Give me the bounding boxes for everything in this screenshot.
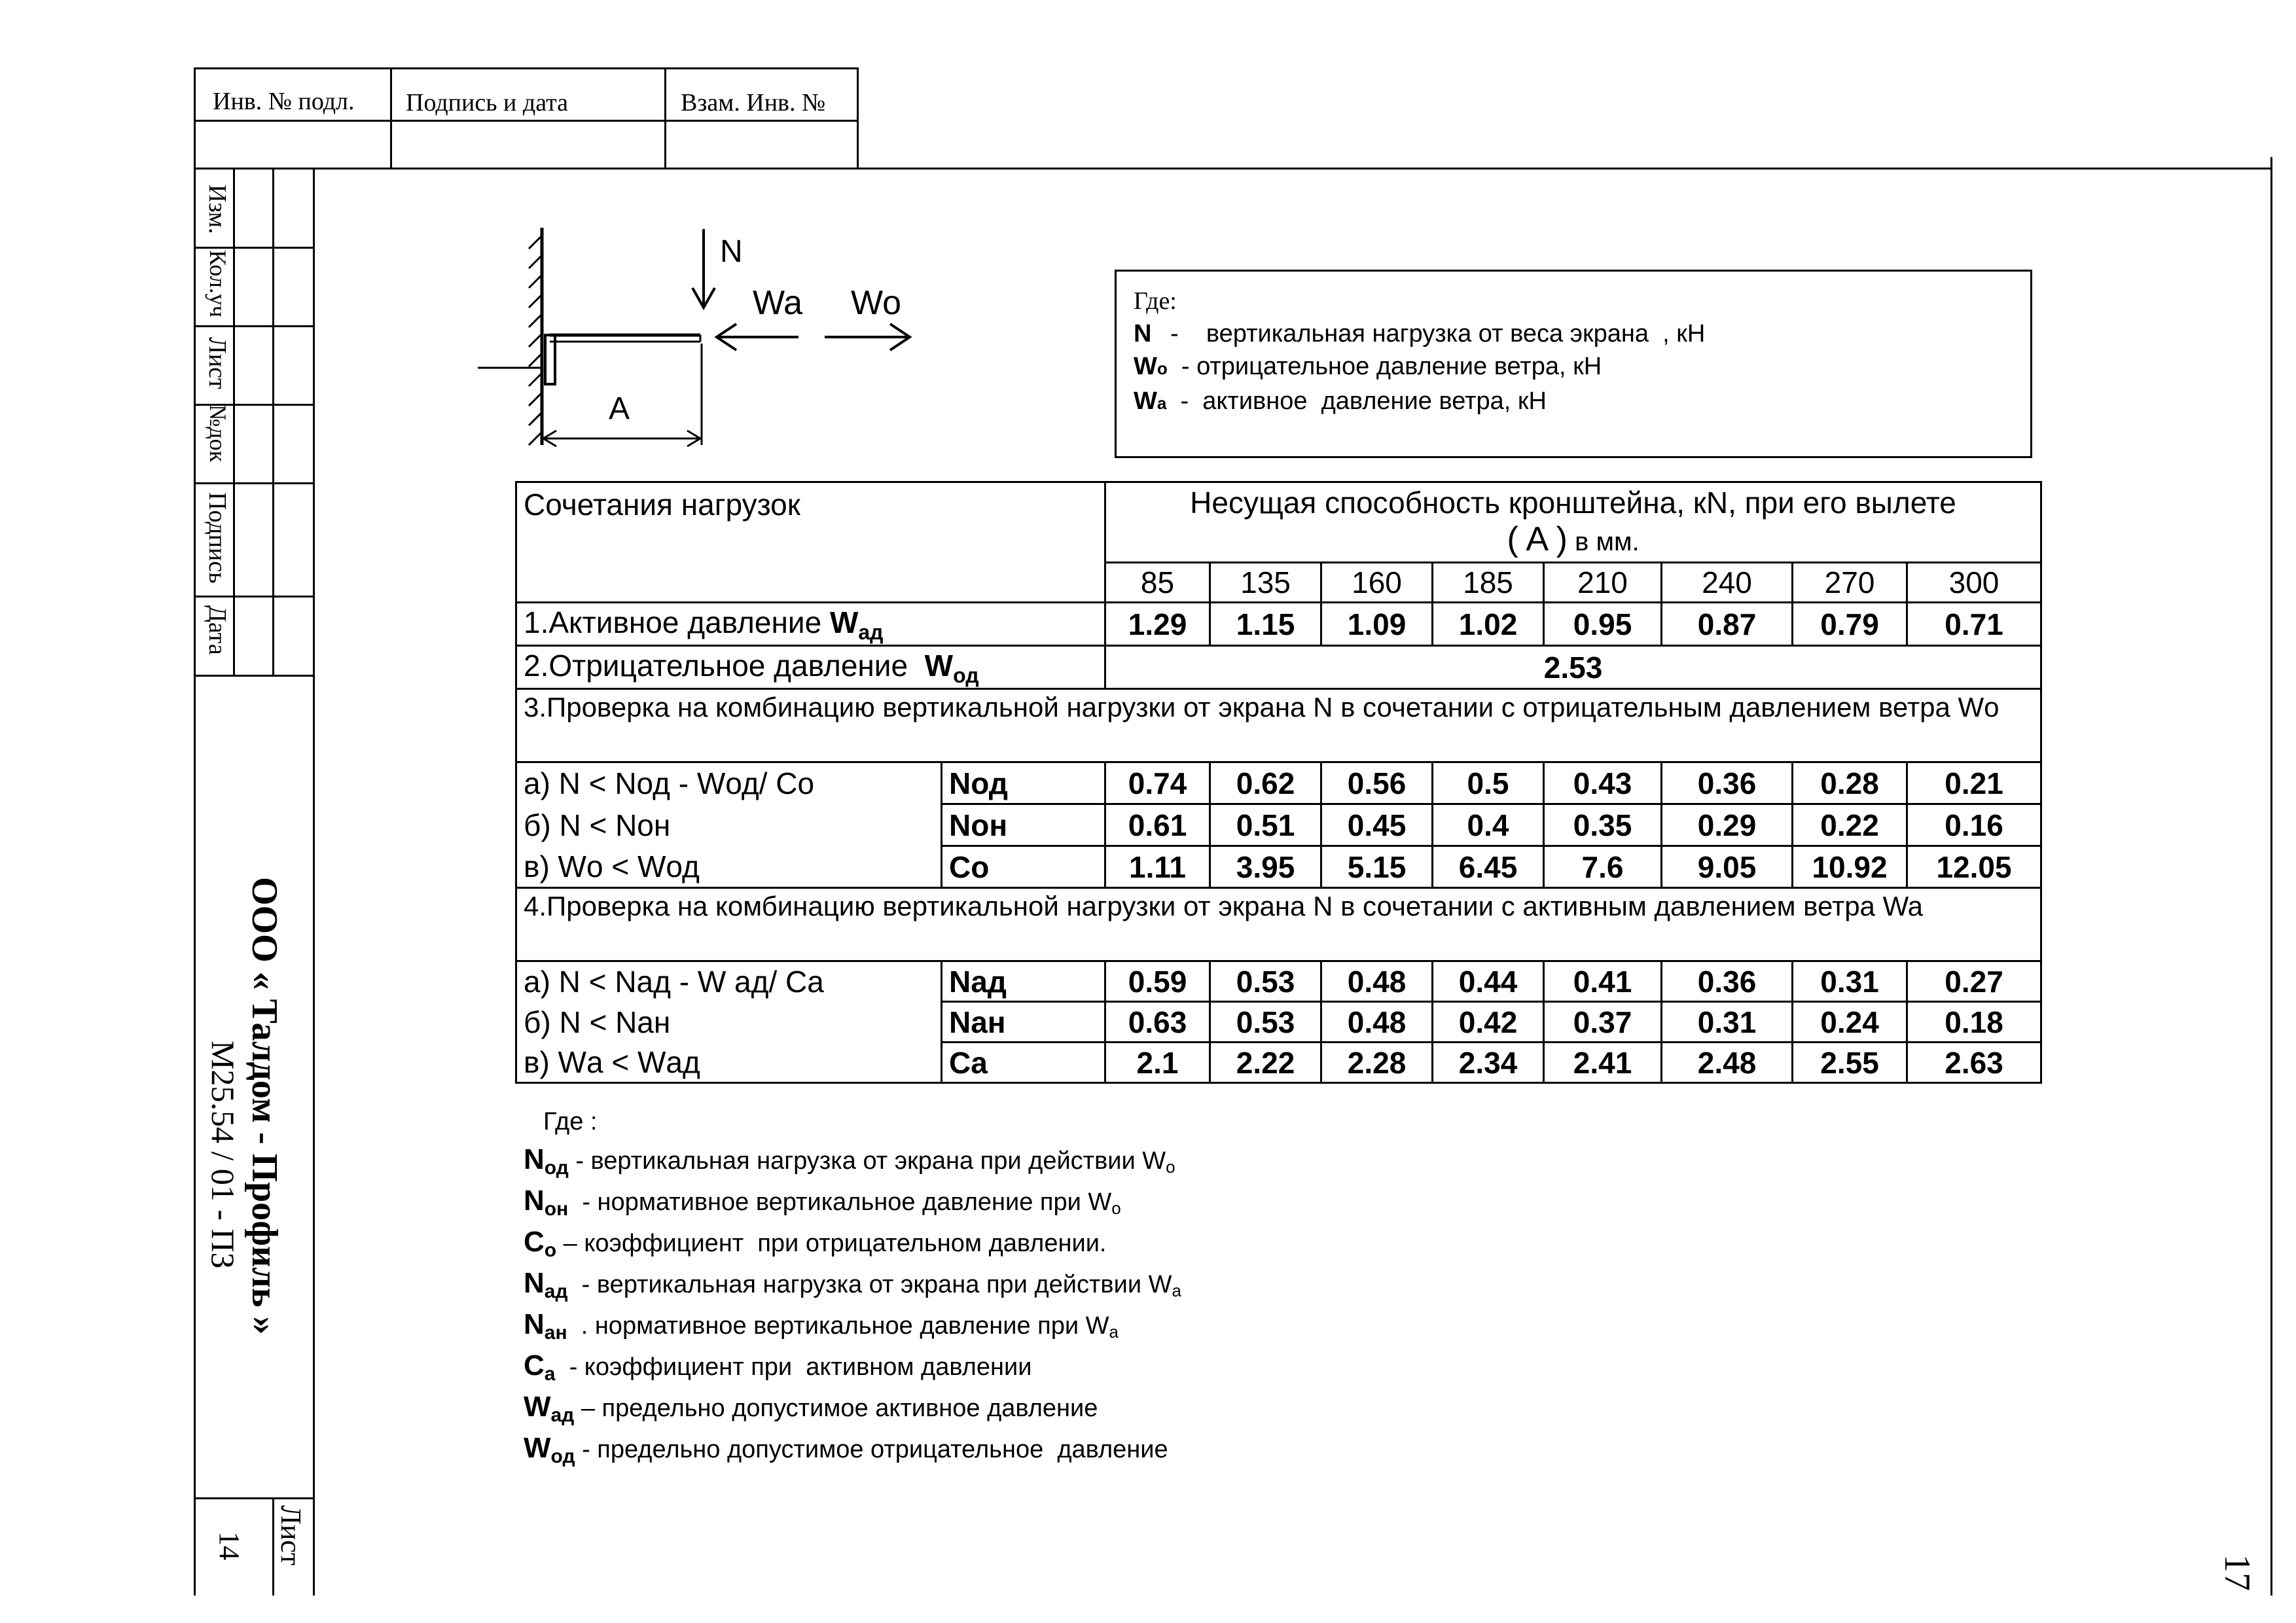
row1-label <box>516 603 1105 646</box>
tail: а <box>1172 1281 1181 1300</box>
section3-title: 3.Проверка на комбинацию вертикальной нагрузки от экрана N в сочетании с отрицательным давлением ветра Wо <box>516 689 2041 762</box>
section3-value: 0.35 <box>1544 804 1662 846</box>
section4-value: 0.18 <box>1907 1002 2041 1043</box>
section4-value: 0.31 <box>1662 1002 1793 1043</box>
sub: он <box>544 1198 569 1220</box>
span-header: 135 <box>1210 563 1321 603</box>
side-row-divider <box>194 596 313 597</box>
text: . нормативное вертикальное давление при W <box>567 1312 1109 1340</box>
section3-value: 10.92 <box>1793 846 1907 888</box>
section4-value: 0.48 <box>1321 1002 1433 1043</box>
side-label-ndok: №док <box>205 404 231 463</box>
span-header: 185 <box>1433 563 1544 603</box>
section4-value: 0.31 <box>1793 961 1907 1002</box>
section3-value: 0.22 <box>1793 804 1907 846</box>
bottom-legend <box>524 1103 1181 1471</box>
stamp-top-border <box>194 67 859 69</box>
row1-value: 0.87 <box>1662 603 1793 646</box>
company-name: ООО « Талдом - Профиль » <box>244 877 285 1335</box>
side-label-podpis: Подпись <box>204 492 231 584</box>
sub: од <box>544 1157 569 1179</box>
row1-value: 1.09 <box>1321 603 1433 646</box>
sym: N <box>524 1143 545 1175</box>
legend-sub: о <box>1157 359 1168 378</box>
side-col-divider <box>272 168 274 675</box>
section4-coef: Cа <box>942 1043 1105 1083</box>
section3-coef: Cо <box>942 846 1105 888</box>
inv-no-label: Инв. № подл. <box>213 88 355 115</box>
legend-text: - активное давление ветра, кН <box>1173 387 1547 415</box>
page-number: 17 <box>2217 1554 2257 1591</box>
section4-value: 0.53 <box>1210 1002 1321 1043</box>
section3-value: 0.43 <box>1544 762 1662 804</box>
section3-value: 0.16 <box>1907 804 2041 846</box>
side-row-divider <box>194 675 313 677</box>
sym: N <box>524 1308 545 1340</box>
bracket-diagram <box>458 216 956 465</box>
capacity-sym: ( A ) <box>1507 520 1568 558</box>
span-header: 85 <box>1105 563 1210 603</box>
section4-value: 2.1 <box>1105 1043 1210 1083</box>
sub: ад <box>544 1281 568 1302</box>
span-header: 240 <box>1662 563 1793 603</box>
row1-sub: ад <box>858 620 884 644</box>
sub: а <box>544 1363 556 1385</box>
row1-value: 0.79 <box>1793 603 1907 646</box>
main-frame-top <box>194 168 2272 169</box>
sub: ан <box>544 1322 567 1344</box>
row2-sub: од <box>953 664 979 687</box>
col1-header: Сочетания нагрузок <box>516 482 1105 603</box>
section3-cond: а) N < Nод - Wод/ Cо <box>516 762 942 804</box>
sym: W <box>524 1391 551 1423</box>
row1-label-text: 1.Активное давление <box>524 605 830 639</box>
section4-title: 4.Проверка на комбинацию вертикальной нагрузки от экрана N в сочетании с активным давлением ветра Wa <box>516 888 2041 961</box>
legend-row-wa <box>1134 385 2013 419</box>
replace-inv-label: Взам. Инв. № <box>681 89 826 116</box>
main-frame-right <box>2270 157 2272 1596</box>
sheet-number: 14 <box>213 1531 245 1560</box>
section3-value: 1.11 <box>1105 846 1210 888</box>
section4-value: 0.63 <box>1105 1002 1210 1043</box>
row2-value: 2.53 <box>1105 646 2041 689</box>
text: - нормативное вертикальное давление при W <box>568 1188 1112 1216</box>
wall-hatching <box>529 236 542 445</box>
bottom-legend-item <box>524 1388 1181 1429</box>
section4-value: 0.27 <box>1907 961 2041 1002</box>
span-header: 160 <box>1321 563 1433 603</box>
capacity-header <box>1105 482 2041 563</box>
section4-value: 2.34 <box>1433 1043 1544 1083</box>
span-header: 300 <box>1907 563 2041 603</box>
section4-coef: Nан <box>942 1002 1105 1043</box>
side-label-list: Лист <box>204 337 231 389</box>
side-col-divider <box>233 168 235 675</box>
legend-row-wo <box>1134 350 2013 385</box>
section4-value: 0.48 <box>1321 961 1433 1002</box>
section3-coef: Nон <box>942 804 1105 846</box>
legend-sym: N <box>1134 320 1152 348</box>
main-frame-left <box>313 168 315 1596</box>
text: - вертикальная нагрузка от экрана при действии W <box>568 1147 1166 1175</box>
signature-date-label: Подпись и дата <box>406 89 569 116</box>
tail: о <box>1111 1198 1121 1218</box>
stamp-divider <box>857 67 859 169</box>
capacity-header-line2 <box>1113 521 2034 560</box>
bottom-legend-item <box>524 1264 1181 1306</box>
legend-box <box>1115 270 2032 458</box>
section4-value: 0.24 <box>1793 1002 1907 1043</box>
section3-value: 0.62 <box>1210 762 1321 804</box>
sym: W <box>524 1432 551 1464</box>
section3-value: 0.28 <box>1793 762 1907 804</box>
text: - коэффициент при активном давлении <box>555 1353 1032 1381</box>
wo-label: Wo <box>851 284 902 322</box>
bottom-legend-item <box>524 1347 1181 1388</box>
section4-value: 2.22 <box>1210 1043 1321 1083</box>
sym: C <box>524 1226 545 1258</box>
left-frame-border <box>194 67 196 1596</box>
legend-row-n <box>1134 317 2013 350</box>
section3-value: 0.29 <box>1662 804 1793 846</box>
sub: ад <box>550 1404 575 1426</box>
section4-value: 2.48 <box>1662 1043 1793 1083</box>
row1-value: 1.15 <box>1210 603 1321 646</box>
bottom-legend-item <box>524 1306 1181 1347</box>
section4-value: 0.41 <box>1544 961 1662 1002</box>
section3-value: 0.5 <box>1433 762 1544 804</box>
side-label-izm: Изм. <box>204 185 231 234</box>
row1-value: 1.29 <box>1105 603 1210 646</box>
section3-cond: в) Wо < Wод <box>516 846 942 888</box>
section3-value: 0.4 <box>1433 804 1544 846</box>
section3-value: 0.45 <box>1321 804 1433 846</box>
load-combinations-table <box>515 481 2042 1084</box>
section4-value: 2.41 <box>1544 1043 1662 1083</box>
sym: C <box>524 1349 545 1382</box>
stamp-divider <box>390 67 392 169</box>
section4-coef: Nад <box>942 961 1105 1002</box>
legend-sym: W <box>1134 387 1157 415</box>
section4-cond: в) Wа < Wад <box>516 1043 942 1083</box>
stamp-mid-border <box>194 120 859 122</box>
sub: од <box>550 1446 575 1467</box>
section3-coef: Nод <box>942 762 1105 804</box>
side-label-data: Дата <box>204 605 231 655</box>
section4-value: 0.36 <box>1662 961 1793 1002</box>
section3-value: 0.21 <box>1907 762 2041 804</box>
section3-value: 3.95 <box>1210 846 1321 888</box>
n-label: N <box>720 234 743 269</box>
sheet-box-top <box>194 1497 313 1499</box>
row1-value: 1.02 <box>1433 603 1544 646</box>
row2-label <box>516 646 1105 689</box>
bottom-legend-item <box>524 1223 1181 1264</box>
legend-text: - вертикальная нагрузка от веса экрана , кН <box>1170 320 1706 348</box>
section4-value: 0.37 <box>1544 1002 1662 1043</box>
section3-value: 0.36 <box>1662 762 1793 804</box>
text: – коэффициент при отрицательном давлении. <box>556 1230 1107 1257</box>
capacity-header-line1: Несущая способность кронштейна, кN, при его вылете <box>1190 486 1956 520</box>
sheet-label: Лист <box>275 1505 307 1566</box>
section3-value: 9.05 <box>1662 846 1793 888</box>
span-header: 270 <box>1793 563 1907 603</box>
text: - вертикальная нагрузка от экрана при действии W <box>567 1271 1172 1298</box>
dim-a-label: A <box>609 391 630 426</box>
sym: N <box>524 1185 545 1217</box>
section3-value: 6.45 <box>1433 846 1544 888</box>
side-row-divider <box>194 482 313 484</box>
section3-cond: б) N < Nон <box>516 804 942 846</box>
section3-value: 0.61 <box>1105 804 1210 846</box>
legend-title: Где: <box>1134 287 1177 315</box>
legend-sym: W <box>1134 353 1157 380</box>
bottom-legend-item <box>524 1429 1181 1471</box>
legend-text: - отрицательное давление ветра, кН <box>1174 353 1602 380</box>
tail: о <box>1166 1157 1175 1177</box>
section3-value: 5.15 <box>1321 846 1433 888</box>
section4-cond: б) N < Nан <box>516 1002 942 1043</box>
section4-value: 0.44 <box>1433 961 1544 1002</box>
capacity-rest: в мм. <box>1567 527 1640 556</box>
row1-value: 0.71 <box>1907 603 2041 646</box>
text: - предельно допустимое отрицательное давление <box>575 1436 1168 1463</box>
bottom-legend-item <box>524 1182 1181 1223</box>
legend-sub: а <box>1157 393 1167 413</box>
bottom-legend-item <box>524 1141 1181 1182</box>
section4-value: 2.63 <box>1907 1043 2041 1083</box>
section4-value: 0.53 <box>1210 961 1321 1002</box>
section3-value: 0.56 <box>1321 762 1433 804</box>
tail: а <box>1109 1322 1119 1342</box>
wa-label: Wa <box>753 284 803 322</box>
bottom-legend-title: Где : <box>543 1108 598 1135</box>
section3-value: 0.51 <box>1210 804 1321 846</box>
span-header: 210 <box>1544 563 1662 603</box>
section4-value: 2.28 <box>1321 1043 1433 1083</box>
row2-label-text: 2.Отрицательное давление <box>524 649 925 683</box>
sym: N <box>524 1267 545 1299</box>
side-label-kolu: Кол.уч <box>205 250 231 317</box>
doc-code: М25.54 / 01 - ПЗ <box>205 1041 242 1269</box>
row2-sym: W <box>924 649 954 683</box>
section3-value: 7.6 <box>1544 846 1662 888</box>
section4-value: 2.55 <box>1793 1043 1907 1083</box>
section4-value: 0.59 <box>1105 961 1210 1002</box>
section3-value: 0.74 <box>1105 762 1210 804</box>
side-row-divider <box>194 325 313 327</box>
section4-cond: а) N < Nад - W ад/ Cа <box>516 961 942 1002</box>
section3-value: 12.05 <box>1907 846 2041 888</box>
row1-sym: W <box>829 605 859 639</box>
text: – предельно допустимое активное давление <box>574 1395 1098 1422</box>
row1-value: 0.95 <box>1544 603 1662 646</box>
side-row-divider <box>194 247 313 249</box>
sub: о <box>544 1240 557 1261</box>
stamp-divider <box>664 67 666 169</box>
section4-value: 0.42 <box>1433 1002 1544 1043</box>
